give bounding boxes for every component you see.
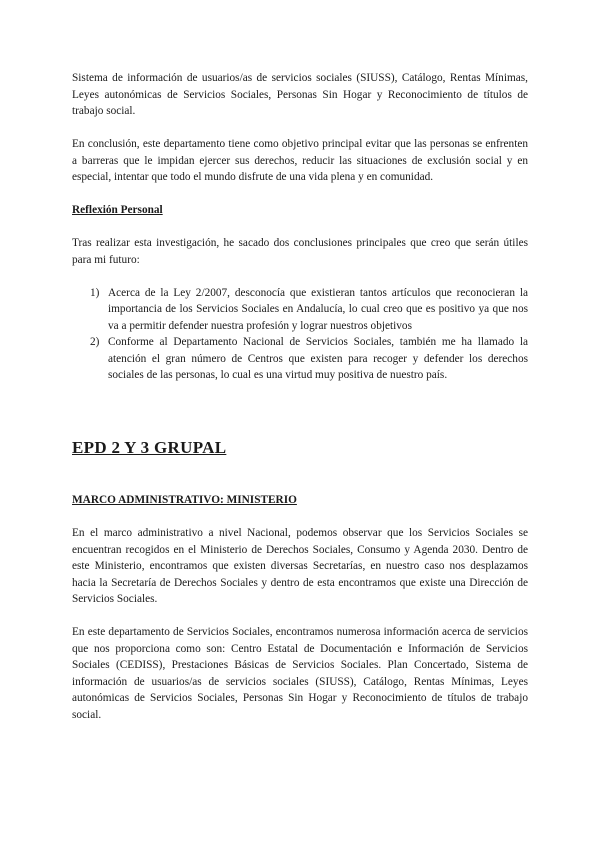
document-page [72, 70, 528, 723]
marco-heading: MARCO ADMINISTRATIVO: MINISTERIO [72, 494, 297, 506]
list-item [72, 285, 528, 335]
list-item [72, 334, 528, 384]
epd-heading: EPD 2 Y 3 GRUPAL [72, 437, 227, 457]
list-item-text: Acerca de la Ley 2/2007, desconocía que existieran tantos artículos que reconocieran la importancia de los Servicios Sociales en Andalucía, lo cual creo que es positivo ya que nos va a permitir defender nuestra profesión y lograr nuestros objetivos [108, 286, 528, 332]
paragraph-marco-1: En el marco administrativo a nivel Nacional, podemos observar que los Servicios Sociales se encuentran recogidos en el Ministerio de Derechos Sociales, Consumo y Agenda 2030. Dentro de este Ministerio, encontramos que existen diversas Secretarías, en nuestro caso nos desplazamos hacia la Secretaría de Derechos Sociales y dentro de esta encontramos que existe una Dirección de Servicios Sociales. [72, 527, 528, 605]
list-item-number: 1) [90, 286, 100, 299]
list-item-number: 2) [90, 336, 100, 348]
reflexion-intro: Tras realizar esta investigación, he sacado dos conclusiones principales que creo que serán útiles para mi futuro: [72, 237, 528, 266]
paragraph-marco-2: En este departamento de Servicios Sociales, encontramos numerosa información acerca de servicios que nos proporciona como son: Centro Estatal de Documentación e Información de Servicios Sociales (CEDISS), Prestaciones Básicas de Servicios Sociales. Plan Concertado, Sistema de información de usuarios/as de servicios sociales (SIUSS), Catálogo, Rentas Mínimas, Leyes autonómicas de Servicios Sociales, Personas Sin Hogar y Reconocimiento de títulos de trabajo social. [72, 626, 528, 721]
reflexion-heading: Reflexión Personal [72, 204, 163, 216]
reflexion-list [72, 285, 528, 384]
paragraph-conclusion: En conclusión, este departamento tiene como objetivo principal evitar que las personas se enfrenten a barreras que le impidan ejercer sus derechos, reducir las situaciones de exclusión social y en especial, intentar que todo el mundo disfrute de una vida plena y en comunidad. [72, 138, 528, 183]
paragraph-continuation: Sistema de información de usuarios/as de servicios sociales (SIUSS), Catálogo, Rentas Mínimas, Leyes autonómicas de Servicios Sociales, Personas Sin Hogar y Reconocimiento de títulos de trabajo social. [72, 72, 528, 117]
list-item-text: Conforme al Departamento Nacional de Servicios Sociales, también me ha llamado la atención el gran número de Centros que existen para recoger y defender los derechos sociales de las personas, lo cual es una virtud muy positiva de nuestro país. [108, 336, 528, 381]
